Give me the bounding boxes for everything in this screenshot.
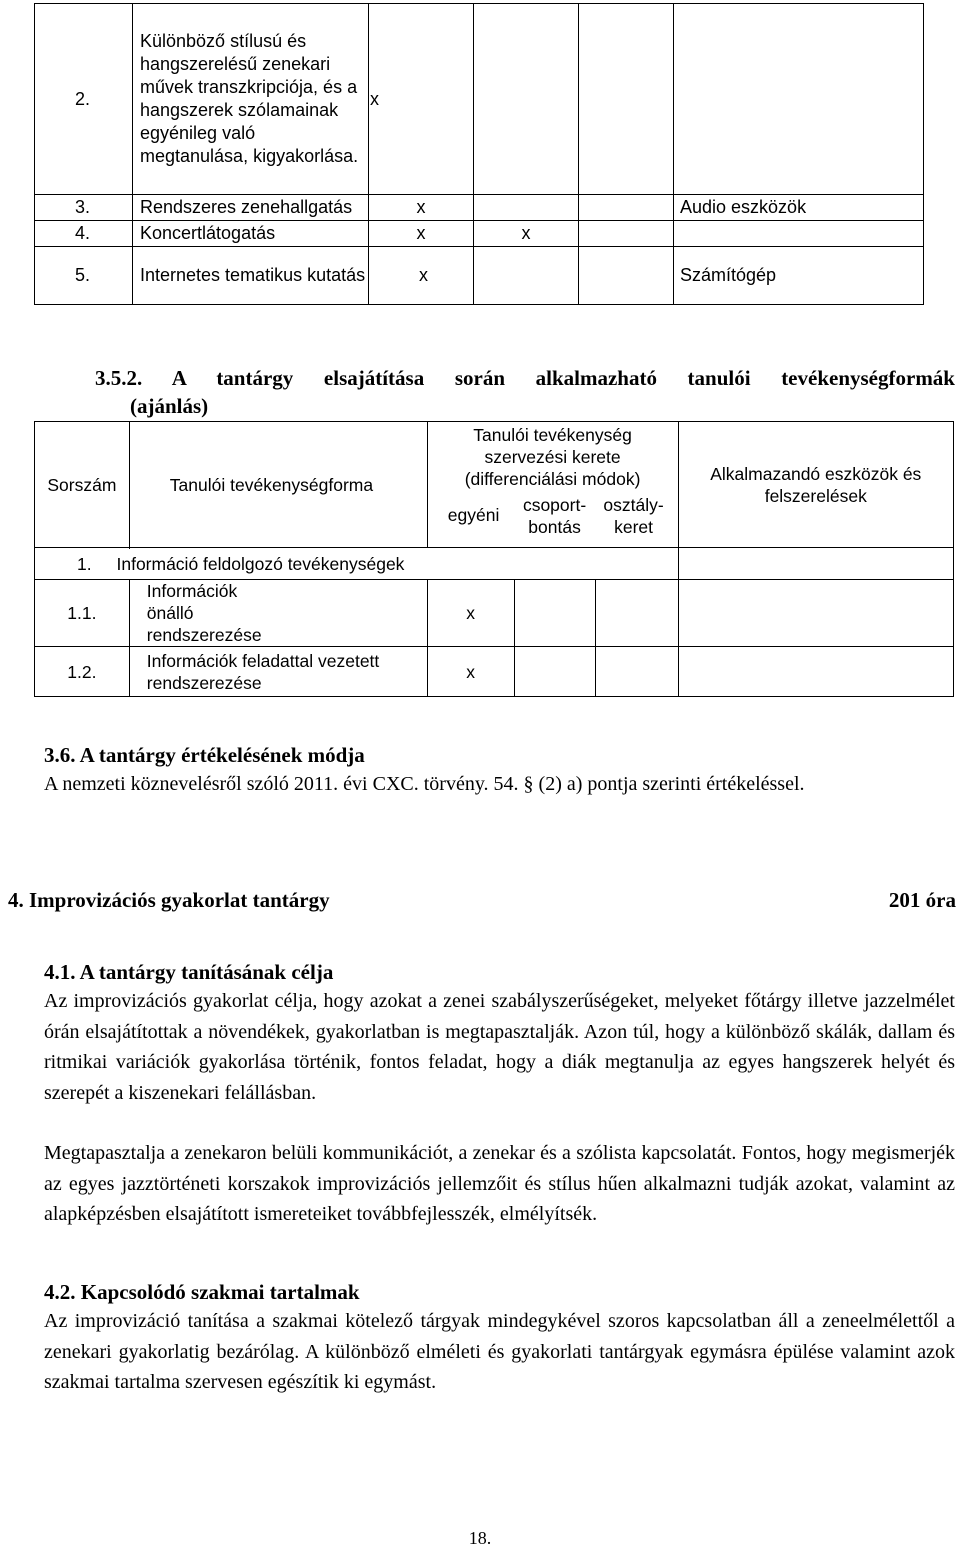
mark-cell: x [427,647,514,697]
group-row [35,548,954,580]
sub-header: egyéni [447,505,500,525]
section-heading: 4.1. A tantárgy tanításának célja [44,960,334,984]
column-header: Alkalmazandó eszközök és felszerelések [678,422,953,548]
activity-cell: Koncertlátogatás [133,221,369,247]
table-row [35,4,924,195]
activity-cell: Különböző stílusú és hangszerelésű zenekari művek transzkripciója, és a hangszerek szólamainak egyénileg való megtanulása, kigyakorlása. [133,4,369,195]
sub-header: csoport-bontás [522,495,587,537]
row-number: 3. [35,195,133,221]
chapter-hours: 201 óra [888,888,956,912]
paragraph: Az improvizációs gyakorlat célja, hogy azokat a zenei szabályszerűségeket, melyeket főtárgy illetve jazzelmélet órán elsajátítottak a növendékek, gyakorlatban is megtapasztalják. Azon túl, hogy a különböző skálák, dallam és ritmikai variációk gyakorlása történik, fontos feladat, hogy a diák megtanulja az egyes hangszerek helyét és szerepét a kiszenekari felállásban. [44,990,955,1104]
table-row [35,221,924,247]
mark-cell: x [370,4,475,195]
paragraph: Megtapasztalja a zenekaron belüli kommunikációt, a zenekar és a szólista kapcsolatát. Fontos, hogy megismerjék az egyes jazztörténeti korszakok improvizációs jellemzőit és stílus hűen alkalmazni tudják azokat, valamint az alapképzésben elsajátított ismereteiket továbbfejlesszék, elmélyítsék. [44,1142,955,1225]
mark-cell: x [474,221,579,247]
row-number: 5. [35,247,133,305]
sub-headers [432,494,674,538]
mark-cell [579,4,674,195]
tools-cell: Audio eszközök [674,195,924,221]
empty-cell [678,548,953,580]
section-heading: 3.6. A tantárgy értékelésének módja [44,743,365,767]
mark-cell [595,580,678,647]
paragraph: Az improvizáció tanítása a szakmai kötelező tárgyak mindegykével szoros kapcsolatban áll a zeneelmélettől a zenekari gyakorlatig bezárólag. A különböző elméleti és gyakorlati tantárgyak egymásra épülése valamint azok szakmai tartalma szervesen egészítik ki egymást. [44,1310,955,1393]
mark-cell [579,247,674,305]
activity-cell: Rendszeres zenehallgatás [133,195,369,221]
table-row [35,195,924,221]
section-heading: 4.2. Kapcsolódó szakmai tartalmak [44,1280,360,1304]
paragraph: A nemzeti köznevelésről szóló 2011. évi CXC. törvény. 54. § (2) a) pontja szerinti értékeléssel. [44,773,805,795]
mark-cell: x [419,247,524,305]
group-cell [35,548,679,580]
group-label: Információ feldolgozó tevékenységek [116,553,405,574]
activity-cell: Információk önálló rendszerezése [129,580,427,647]
table-header-row [35,422,954,548]
mark-cell [514,580,595,647]
table-row [35,580,954,647]
chapter-heading: 4. Improvizációs gyakorlat tantárgy [8,888,330,912]
column-header: Sorszám [35,422,130,548]
mark-cell [514,647,595,697]
section-heading-continuation: (ajánlás) [130,394,209,418]
activity-cell: Internetes tematikus kutatás [133,247,369,305]
activity-table-continued [34,3,924,305]
row-number: 2. [35,4,133,195]
tools-cell: Számítógép [674,247,924,305]
column-header [427,422,678,548]
mark-cell: x [369,195,474,221]
table-row [35,647,954,697]
mark-cell: x [369,221,474,247]
column-header: Tanulói tevékenységforma [129,422,427,548]
tools-cell [674,4,924,195]
section-heading: 3.5.2. A tantárgy elsajátítása során alkalmazható tanulói tevékenységformák [95,366,955,390]
mark-cell [579,221,674,247]
mark-cell: x [427,580,514,647]
table-row [35,247,924,305]
mark-cell [595,647,678,697]
row-number: 4. [35,221,133,247]
mark-cell [579,195,674,221]
tools-cell [678,580,953,647]
activity-cell: Információk feladattal vezetett rendszerezése [129,647,427,697]
page-number: 18. [468,1528,492,1548]
tools-cell [678,647,953,697]
row-number: 1.1. [35,580,130,647]
activity-forms-table [34,421,954,697]
group-number: 1. [77,553,92,574]
group-header: Tanulói tevékenység szervezési kerete (differenciálási módok) [464,425,641,489]
sub-header: osztály-keret [603,495,664,537]
mark-cell [474,195,579,221]
tools-cell [674,221,924,247]
row-number: 1.2. [35,647,130,697]
